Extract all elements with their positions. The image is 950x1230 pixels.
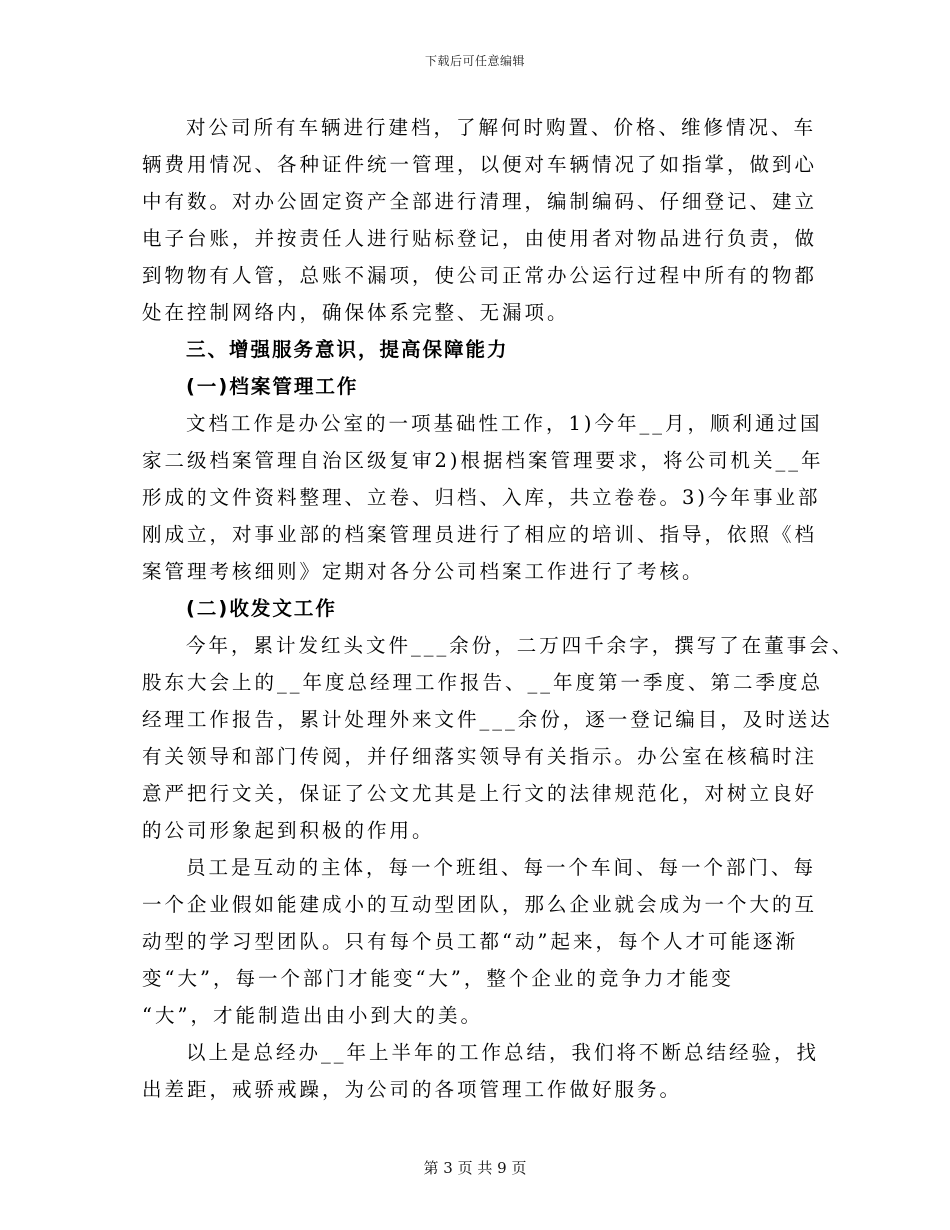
paragraph-line: 动型的学习型团队。只有每个员工都“动”起来，每个人才可能逐渐: [142, 930, 798, 953]
paragraph-line: 中有数。对办公固定资产全部进行清理，编制编码、仔细登记、建立: [142, 190, 818, 213]
paragraph-line: 处在控制网络内，确保体系完整、无漏项。: [142, 301, 570, 324]
paragraph-line: 形成的文件资料整理、立卷、归档、入库，共立卷卷。3)今年事业部: [142, 486, 821, 509]
paragraph-line: 出差距，戒骄戒躁，为公司的各项管理工作做好服务。: [142, 1078, 683, 1101]
paragraph-line: 以上是总经办__年上半年的工作总结，我们将不断总结经验，找: [186, 1041, 820, 1064]
paragraph-line: 意严把行文关，保证了公文尤其是上行文的法律规范化，对树立良好: [142, 782, 818, 805]
paragraph-line: “大”，才能制造出由小到大的美。: [142, 1004, 483, 1027]
paragraph-line: 员工是互动的主体，每一个班组、每一个车间、每一个部门、每: [186, 856, 817, 879]
paragraph-line: 有关领导和部门传阅，并仔细落实领导有关指示。办公室在核稿时注: [142, 745, 818, 768]
subsection-heading: (一)档案管理工作: [186, 375, 359, 398]
paragraph-line: 对公司所有车辆进行建档，了解何时购置、价格、维修情况、车: [186, 116, 817, 139]
paragraph-line: 文档工作是办公室的一项基础性工作，1)今年__月，顺利通过国: [186, 412, 823, 435]
page-number: 第 3 页 共 9 页: [423, 1159, 527, 1177]
paragraph-line: 股东大会上的__年度总经理工作报告、__年度第一季度、第二季度总: [142, 671, 824, 694]
paragraph-line: 案管理考核细则》定期对各分公司档案工作进行了考核。: [142, 560, 705, 583]
page-header-note: 下载后可任意编辑: [424, 54, 525, 68]
subsection-heading: (二)收发文工作: [186, 597, 337, 620]
paragraph-line: 家二级档案管理自治区级复审2)根据档案管理要求，将公司机关__年: [142, 449, 824, 472]
paragraph-line: 今年，累计发红头文件___余份，二万四千余字，撰写了在董事会、: [186, 634, 855, 657]
paragraph-line: 变“大”，每一个部门才能变“大”，整个企业的竞争力才能变: [142, 967, 734, 990]
paragraph-line: 的公司形象起到积极的作用。: [142, 819, 435, 842]
paragraph-line: 刚成立，对事业部的档案管理员进行了相应的培训、指导，依照《档: [142, 523, 818, 546]
section-heading: 三、增强服务意识，提高保障能力: [186, 338, 509, 361]
paragraph-line: 一个企业假如能建成小的互动型团队，那么企业就会成为一个大的互: [142, 893, 818, 916]
paragraph-line: 经理工作报告，累计处理外来文件___余份，逐一登记编目，及时送达: [142, 708, 833, 731]
paragraph-line: 电子台账，并按责任人进行贴标登记，由使用者对物品进行负责，做: [142, 227, 818, 250]
paragraph-line: 到物物有人管，总账不漏项，使公司正常办公运行过程中所有的物都: [142, 264, 818, 287]
paragraph-line: 辆费用情况、各种证件统一管理，以便对车辆情况了如指掌，做到心: [142, 153, 818, 176]
